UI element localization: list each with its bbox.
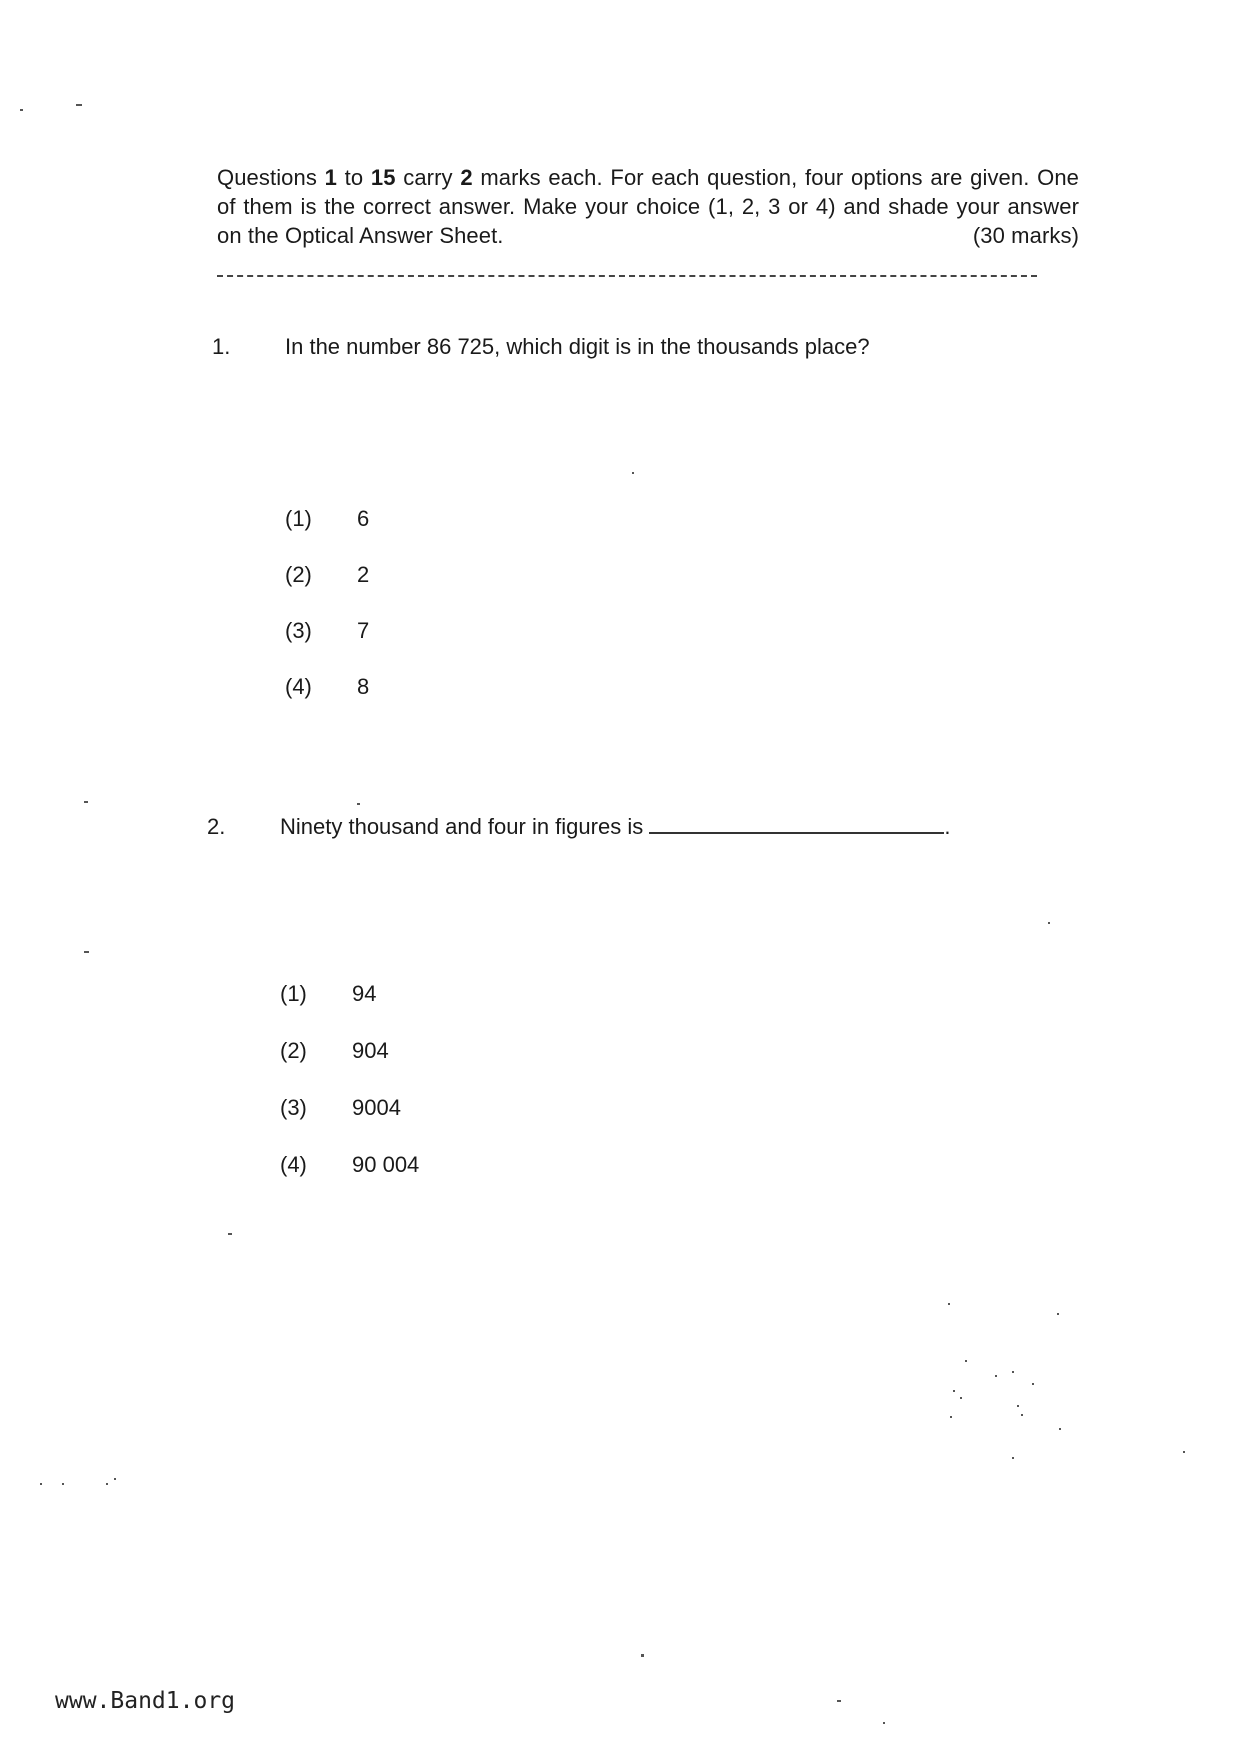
option-value: 90 004 [352,1152,420,1177]
instructions-part: to [336,165,371,190]
question-text-end: . [944,814,951,839]
option-label: (2) [285,562,312,587]
option-value: 9004 [352,1095,401,1120]
option-label: (1) [285,506,312,531]
option-value: 2 [357,562,370,587]
option-value: 6 [357,506,370,531]
option-label: (4) [285,674,312,699]
option-value: 7 [357,618,370,643]
option-label: (2) [280,1038,307,1063]
option-label: (4) [280,1152,307,1177]
question-1 [212,334,1112,364]
footer-website: www.Band1.org [55,1688,236,1714]
option-value: 904 [352,1038,389,1063]
question-number: 1. [212,334,231,359]
instructions-text [217,163,1079,250]
instructions-block [217,163,1079,250]
answer-blank [649,831,944,834]
section-divider [217,275,1037,277]
question-2 [207,814,1107,844]
instructions-end-number: 15 [370,165,396,190]
option-value: 94 [352,981,377,1006]
question-text [280,814,950,840]
total-marks: (30 marks) [972,223,1079,248]
instructions-part: marks each. For each question, four options are given. One of them is the correct answer. Make your choice (1, 2, 3 or 4) and shade your answer on the Optical Answer Sheet. [217,165,1079,248]
instructions-part: carry [395,165,461,190]
question-text: In the number 86 725, which digit is in the thousands place? [285,334,870,359]
option-label: (3) [285,618,312,643]
question-1-options [285,506,585,706]
option-label: (1) [280,981,307,1006]
question-text-start: Ninety thousand and four in figures is [280,814,650,839]
option-label: (3) [280,1095,307,1120]
question-number: 2. [207,814,226,839]
option-value: 8 [357,674,370,699]
question-2-options [280,981,580,1181]
instructions-marks-each: 2 [460,165,473,190]
instructions-start-number: 1 [324,165,337,190]
instructions-part: Questions [217,165,325,190]
